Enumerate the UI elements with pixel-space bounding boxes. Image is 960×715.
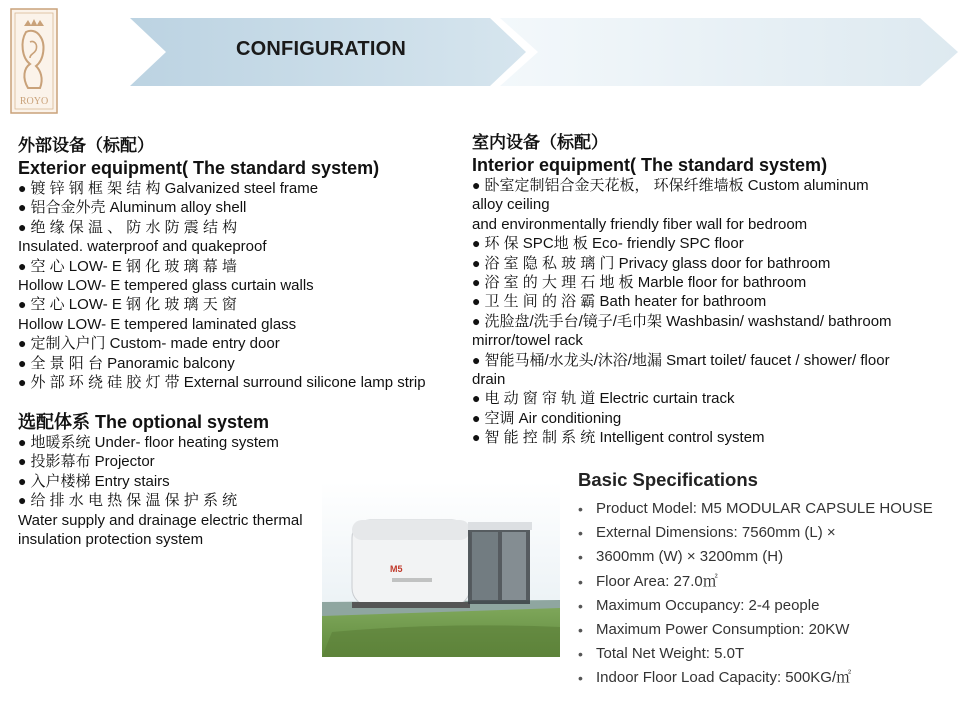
interior-list (472, 176, 942, 448)
spec-item: • Maximum Occupancy: 2-4 people (578, 594, 958, 618)
list-item-text: 地暖系统 Under- floor heating system (30, 434, 279, 451)
bullet-icon: ● (472, 351, 481, 368)
optional-section (18, 411, 338, 549)
list-item (18, 433, 338, 452)
spec-item: • Indoor Floor Load Capacity: 500KG/㎡ (578, 666, 958, 690)
list-item-continuation: mirror/towel rack (472, 332, 583, 350)
list-item (18, 295, 468, 314)
list-item (472, 312, 942, 331)
exterior-list (18, 179, 468, 392)
bullet-icon: ● (18, 472, 27, 489)
bullet-icon: ● (18, 374, 27, 391)
spec-item: • Product Model: M5 MODULAR CAPSULE HOUSE (578, 497, 958, 521)
list-item (472, 351, 942, 370)
bullet-icon: ● (472, 429, 481, 446)
page-title: CONFIGURATION (236, 38, 406, 60)
list-item (18, 198, 468, 217)
list-item-text: 空 心 LOW- E 钢 化 玻 璃 幕 墙 (30, 257, 237, 275)
list-item-text: 卧室定制铝合金天花板， 环保纤维墙板 Custom aluminum (484, 177, 869, 194)
bullet-icon: ● (18, 218, 27, 235)
list-item-text: 洗脸盘/洗手台/镜子/毛巾架 Washbasin/ washstand/ bathroom (484, 312, 892, 330)
capsule-house-photo (322, 482, 560, 657)
list-item-text: 定制入户门 Custom- made entry door (30, 335, 280, 353)
list-item (472, 176, 942, 195)
list-item (472, 389, 942, 408)
interior-heading-en: Interior equipment( The standard system) (472, 155, 828, 175)
list-item (18, 491, 338, 510)
bullet-icon: ● (18, 257, 27, 274)
list-item (472, 273, 942, 292)
logo-text: ROYO (19, 96, 49, 107)
list-item-continuation: alloy ceiling (472, 196, 550, 214)
bullet-icon: ● (472, 274, 481, 291)
title-banner (60, 18, 960, 86)
bullet-icon: ● (472, 293, 481, 310)
list-item (18, 334, 468, 353)
list-item (472, 234, 942, 253)
list-item-continuation: drain (472, 371, 506, 389)
bullet-icon: ● (18, 434, 27, 450)
list-item-text: 空 心 LOW- E 钢 化 玻 璃 天 窗 (30, 296, 237, 314)
exterior-heading-zh: 外部设备（标配） (18, 136, 154, 155)
list-item-text: 镀 锌 钢 框 架 结 构 Galvanized steel frame (30, 180, 319, 197)
interior-heading-zh: 室内设备（标配） (472, 133, 608, 152)
interior-section (472, 132, 942, 448)
list-item-text: 智能马桶/水龙头/沐浴/地漏 Smart toilet/ faucet / shower/ floor (484, 351, 890, 369)
list-item-text: 铝合金外壳 Aluminum alloy shell (30, 199, 247, 217)
spec-item: • External Dimensions: 7560mm (L) × (578, 521, 958, 545)
list-item (18, 218, 468, 237)
list-item (18, 373, 468, 392)
list-item-text: 电 动 窗 帘 轨 道 Electric curtain track (484, 390, 735, 408)
list-item (18, 179, 468, 198)
bullet-icon: ● (18, 492, 27, 509)
list-item (18, 354, 468, 373)
list-item-text: 给 排 水 电 热 保 温 保 护 系 统 (30, 492, 238, 510)
list-item-text: 浴 室 的 大 理 石 地 板 Marble floor for bathroom (484, 274, 807, 292)
exterior-section (18, 135, 468, 392)
list-item (18, 472, 338, 491)
list-item-text: 入户楼梯 Entry stairs (30, 472, 170, 490)
list-item (18, 452, 338, 471)
bullet-icon: ● (472, 177, 481, 193)
list-item (472, 292, 942, 311)
list-item-text: 卫 生 间 的 浴 霸 Bath heater for bathroom (484, 293, 767, 311)
bullet-icon: ● (18, 180, 27, 196)
spec-item: • Floor Area: 27.0㎡ (578, 570, 958, 594)
list-item-continuation: Water supply and drainage electric thermal insulation protection system (18, 511, 303, 549)
bullet-icon: ● (472, 254, 481, 271)
bullet-icon: ● (472, 390, 481, 407)
spec-item: • 3600mm (W) × 3200mm (H) (578, 545, 958, 569)
list-item-text: 智 能 控 制 系 统 Intelligent control system (484, 429, 765, 447)
list-item-text: 浴 室 隐 私 玻 璃 门 Privacy glass door for bathroom (484, 254, 831, 272)
list-item-text: 投影幕布 Projector (30, 453, 155, 471)
list-item (472, 254, 942, 273)
bullet-icon: ● (472, 312, 481, 329)
list-item (18, 257, 468, 276)
list-item (472, 428, 942, 447)
bullet-icon: ● (18, 354, 27, 371)
list-item-continuation: Insulated. waterproof and quakeproof (18, 238, 267, 256)
specs-title: Basic Specifications (578, 469, 758, 490)
exterior-heading-en: Exterior equipment( The standard system) (18, 158, 380, 178)
optional-heading: 选配体系 The optional system (18, 412, 270, 432)
royo-logo (10, 8, 58, 114)
list-item-text: 环 保 SPC地 板 Eco- friendly SPC floor (484, 235, 744, 253)
list-item-text: 外 部 环 绕 硅 胶 灯 带 External surround silicone lamp strip (30, 374, 426, 392)
basic-specifications (578, 469, 958, 691)
bullet-icon: ● (472, 235, 481, 252)
list-item-text: 绝 缘 保 温 、 防 水 防 震 结 构 (30, 218, 238, 236)
bullet-icon: ● (472, 409, 481, 426)
spec-item: • Total Net Weight: 5.0T (578, 642, 958, 666)
list-item (472, 409, 942, 428)
bullet-icon: ● (18, 199, 27, 216)
list-item-text: 空调 Air conditioning (484, 409, 622, 427)
specs-list (578, 497, 958, 691)
bullet-icon: ● (18, 335, 27, 352)
optional-list (18, 433, 338, 549)
bullet-icon: ● (18, 453, 27, 470)
bullet-icon: ● (18, 296, 27, 313)
list-item-continuation: and environmentally friendly fiber wall for bedroom (472, 215, 808, 233)
list-item-continuation: Hollow LOW- E tempered glass curtain walls (18, 277, 314, 295)
spec-item: • Maximum Power Consumption: 20KW (578, 618, 958, 642)
list-item-continuation: Hollow LOW- E tempered laminated glass (18, 315, 297, 333)
list-item-text: 全 景 阳 台 Panoramic balcony (30, 354, 235, 372)
house-logo: M5 (390, 564, 403, 574)
